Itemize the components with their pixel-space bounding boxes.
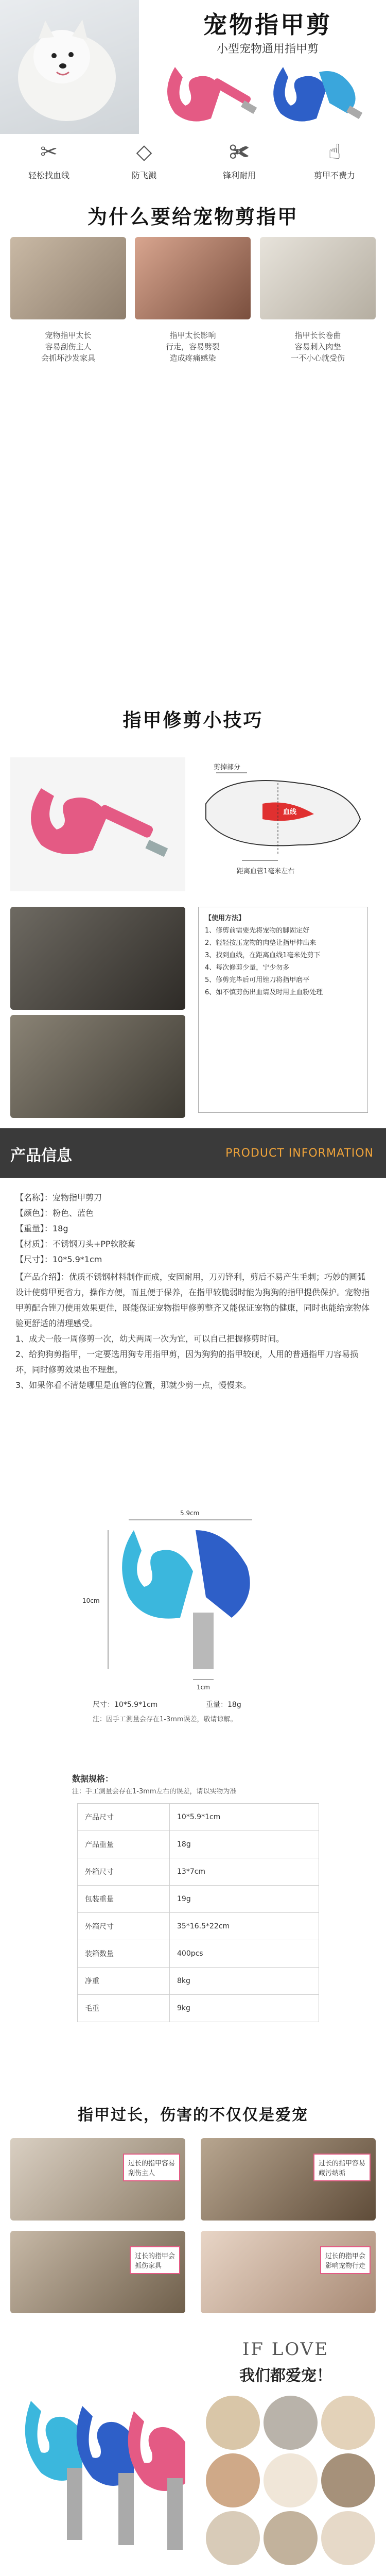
row-label: 外箱尺寸: [78, 1858, 170, 1886]
why-caption: 指甲长长卷曲 容易刺入肉垫 一不小心就受伤: [290, 331, 345, 363]
feature-item: [5, 139, 93, 188]
care-photo-1: [10, 2138, 185, 2221]
scissors-icon: ✀: [229, 140, 250, 164]
row-value: 13*7cm: [170, 1858, 319, 1886]
why-photo-2: [135, 237, 251, 319]
spec-line: 【名称】：宠物指甲剪刀: [15, 1193, 102, 1202]
spec-line: 【尺寸】：10*5.9*1cm: [15, 1255, 102, 1264]
dim-weight: 重量：18g: [206, 1701, 241, 1709]
pet-photo: [321, 2396, 375, 2450]
pet-photo: [264, 2511, 318, 2565]
label-distance: 距离血管1毫米左右: [237, 868, 295, 875]
row-label: 外箱尺寸: [78, 1913, 170, 1940]
dim-size: 尺寸：10*5.9*1cm: [93, 1701, 158, 1709]
feature-item: [196, 139, 283, 188]
label-blood-line: 血线: [283, 808, 297, 816]
hero-subtitle: 小型宠物通用指甲剪: [216, 43, 319, 56]
info-title-cn: 产品信息: [10, 1147, 72, 1165]
table-row: [78, 1940, 319, 1968]
care-photo-3: [10, 2231, 185, 2313]
clipper-blue-image: [257, 57, 376, 134]
row-value: 18g: [170, 1831, 319, 1858]
spec-list: [15, 1190, 371, 1393]
love-clippers-image: [10, 2370, 196, 2576]
tips-section: [0, 701, 386, 1123]
label-cut-part: 剪掉部分: [214, 764, 241, 771]
care-label: 过长的指甲容易 刮伤主人: [123, 2154, 180, 2181]
pet-photo: [206, 2511, 260, 2565]
row-value: 10*5.9*1cm: [170, 1804, 319, 1831]
love-title: 我们都爱宠！: [239, 2367, 332, 2385]
dimension-diagram: [77, 1510, 314, 1731]
feature-label: 锋利耐用: [222, 171, 256, 180]
spec-table-section: [0, 1767, 386, 2092]
usage-notes-box: [198, 907, 368, 1113]
info-section: [0, 1128, 386, 1762]
dim-height: 10cm: [82, 1597, 100, 1604]
dim-tip: 1cm: [197, 1684, 210, 1691]
info-paragraph: 3、如果你看不清楚哪里是血管的位置，那就少剪一点，慢慢来。: [15, 1380, 252, 1390]
pet-photo: [321, 2511, 375, 2565]
row-value: 8kg: [170, 1968, 319, 1995]
care-title: 指甲过长，伤害的不仅仅是爱宠: [78, 2106, 308, 2124]
note-line: 5、修剪完毕后可用锉刀将指甲磨平: [205, 976, 310, 984]
row-value: 19g: [170, 1886, 319, 1913]
care-section: [0, 2097, 386, 2329]
info-paragraph: 【产品介绍】：优质不锈钢材料制作而成，安固耐用，刀刃锋利，剪后不易产生毛刺；巧妙的圆弧设计使剪甲更省力，操作方便，而且便于保养，在指甲较脆弱时能为狗狗的指甲提供保护。宠物指甲剪配合锉刀使用效果更佳，既能保证宠物指甲修剪整齐又能保证宠物的健康，同时也能给宠物体验更舒适的清理感受。: [15, 1272, 370, 1328]
note-line: 4、每次修剪少量，宁少勿多: [205, 964, 290, 972]
spec-table: [77, 1803, 319, 2022]
row-label: 产品重量: [78, 1831, 170, 1858]
love-tag: IF LOVE: [242, 2339, 329, 2360]
info-paragraph: 1、成犬一般一周修剪一次，幼犬两周一次为宜，可以自己把握修剪时间。: [15, 1334, 285, 1344]
shield-icon: ◇: [136, 140, 152, 164]
dim-width: 5.9cm: [180, 1510, 200, 1517]
table-heading-note: 注：手工测量会存在1-3mm左右的误差，请以实物为准: [72, 1788, 237, 1795]
spec-line: 【颜色】：粉色、蓝色: [15, 1208, 94, 1218]
pet-collage: [206, 2396, 376, 2566]
info-header-bar: [0, 1128, 386, 1178]
care-label: 过长的指甲会 影响宠物行走: [320, 2246, 371, 2274]
table-row: [78, 1913, 319, 1940]
pet-photo: [264, 2453, 318, 2507]
feature-item: [100, 139, 188, 188]
table-row: [78, 1831, 319, 1858]
pet-photo: [206, 2396, 260, 2450]
row-label: 毛重: [78, 1995, 170, 2022]
spec-line: 【重量】：18g: [15, 1224, 68, 1233]
care-label: 过长的指甲容易 藏污纳垢: [313, 2154, 371, 2181]
features-section: [0, 134, 386, 191]
row-value: 35*16.5*22cm: [170, 1913, 319, 1940]
hero-title: 宠物指甲剪: [203, 11, 332, 39]
why-photo-3: [260, 237, 376, 319]
tips-clipper-panel: [10, 757, 185, 891]
table-row: [78, 1995, 319, 2022]
tips-photo-1: [10, 907, 185, 1010]
row-label: 包装重量: [78, 1886, 170, 1913]
dim-note: 注：因手工测量会存在1-3mm误差，敬请谅解。: [93, 1716, 237, 1723]
paw-icon: ✂: [40, 140, 58, 164]
feature-label: 剪甲不费力: [313, 171, 355, 180]
why-photo-1: [10, 237, 126, 319]
note-line: 2、轻轻按压宠物的肉垫让指甲伸出来: [205, 939, 317, 947]
table-row: [78, 1886, 319, 1913]
info-paragraph: 2、给狗狗剪指甲，一定要选用狗专用指甲剪，因为狗狗的指甲较硬，人用的普通指甲刀容易损坏，同时修剪效果也不理想。: [15, 1349, 359, 1375]
table-row: [78, 1804, 319, 1831]
tips-title: 指甲修剪小技巧: [122, 710, 264, 731]
tips-diagram-panel: [196, 757, 376, 891]
dog-photo: [0, 0, 139, 134]
note-line: 3、找到血线，在距离血线1毫米处剪下: [205, 952, 321, 959]
pet-photo: [264, 2396, 318, 2450]
why-section: [0, 191, 386, 433]
why-caption: 宠物指甲太长 容易刮伤主人 会抓坏沙发家具: [41, 331, 95, 363]
hand-icon: ☝: [328, 140, 341, 164]
row-label: 装箱数量: [78, 1940, 170, 1968]
pet-photo: [321, 2453, 375, 2507]
care-label: 过长的指甲会 抓伤家具: [130, 2246, 180, 2274]
why-title: 为什么要给宠物剪指甲: [87, 206, 299, 228]
clipper-pink-image: [154, 57, 268, 134]
feature-label: 轻松找血线: [28, 171, 69, 180]
feature-label: 防飞溅: [131, 171, 156, 180]
why-caption: 指甲太长影响 行走，容易劈裂 造成疼痛感染: [165, 331, 220, 363]
row-label: 产品尺寸: [78, 1804, 170, 1831]
table-row: [78, 1858, 319, 1886]
spec-line: 【材质】：不锈钢刀头+PP软胶套: [15, 1239, 135, 1249]
table-row: [78, 1968, 319, 1995]
care-photo-4: [201, 2231, 376, 2313]
row-value: 400pcs: [170, 1940, 319, 1968]
care-photo-2: [201, 2138, 376, 2221]
row-label: 净重: [78, 1968, 170, 1995]
pet-photo: [206, 2453, 260, 2507]
row-value: 9kg: [170, 1995, 319, 2022]
note-line: 1、修剪前需要先将宠物的脚固定好: [205, 927, 310, 935]
feature-item: [291, 139, 378, 188]
tips-photo-2: [10, 1015, 185, 1118]
hero-section: [0, 0, 386, 134]
info-title-en: PRODUCT INFORMATION: [225, 1147, 374, 1160]
table-heading: 数据规格：: [72, 1774, 114, 1784]
love-section: [0, 2329, 386, 2576]
notes-title: 【使用方法】: [205, 914, 245, 922]
note-line: 6、如不慎剪伤出血请及时用止血粉处理: [205, 989, 323, 996]
